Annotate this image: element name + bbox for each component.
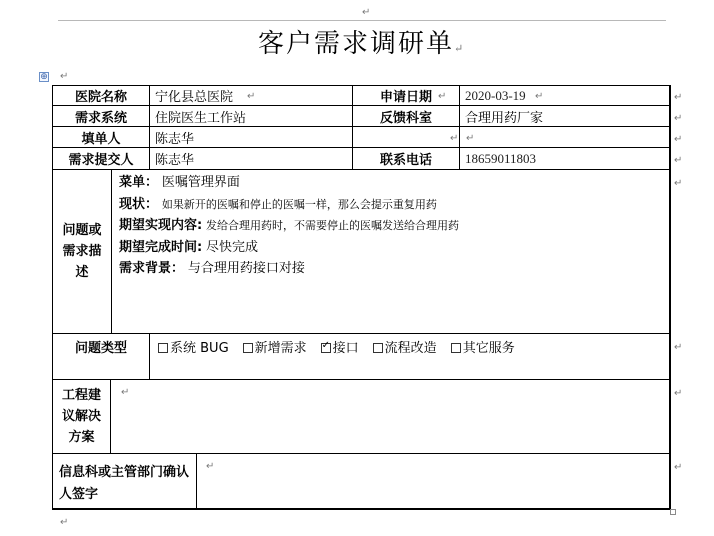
time-label: 期望完成时间:	[119, 239, 203, 255]
status-value: 如果新开的医嘱和停止的医嘱一样，那么会提示重复用药	[161, 197, 437, 211]
engineering-label: 工程建议解决方案	[61, 388, 101, 445]
table-resize-handle-icon[interactable]	[670, 509, 676, 515]
time-value: 尽快完成	[206, 239, 259, 255]
checkbox-icon[interactable]	[158, 343, 168, 353]
option-new-requirement[interactable]: 新增需求	[243, 337, 307, 356]
paragraph-mark: ↵	[60, 71, 69, 82]
option-process-change[interactable]: 流程改造	[373, 337, 437, 356]
hospital-value: 宁化县总医院	[155, 90, 234, 105]
submitter-label: 需求提交人	[68, 153, 134, 168]
cell-end-mark: ↵	[535, 91, 544, 102]
document-title	[258, 28, 465, 65]
option-other-service[interactable]: 其它服务	[451, 337, 515, 356]
menu-line	[119, 172, 459, 194]
hospital-label: 医院名称	[74, 90, 127, 105]
phone-value: 18659011803	[465, 150, 537, 166]
option-system-bug[interactable]: 系统 BUG	[158, 337, 229, 356]
time-line	[119, 237, 459, 259]
dept-label-cell	[352, 105, 460, 127]
empty-value-cell[interactable]	[459, 126, 670, 148]
option-interface[interactable]: ✓ 接口	[321, 337, 359, 356]
filler-label-cell	[52, 126, 150, 148]
page-header-rule	[58, 20, 666, 21]
cell-end-mark: ↵	[121, 387, 130, 398]
cell-end-mark: ↵	[450, 133, 459, 144]
checkbox-icon[interactable]	[373, 343, 383, 353]
phone-value-cell[interactable]	[459, 147, 670, 170]
paragraph-mark: ↵	[362, 7, 371, 18]
phone-label-cell	[352, 147, 460, 170]
status-label: 现状：	[119, 196, 159, 212]
background-line	[119, 258, 459, 280]
table-move-handle-icon[interactable]: ⊕	[40, 72, 48, 82]
row-end-mark: ↵	[674, 462, 683, 473]
system-value: 住院医生工作站	[155, 110, 247, 126]
cell-end-mark: ↵	[206, 461, 215, 472]
dept-value: 合理用药厂家	[465, 110, 544, 126]
apply-date-value: 2020-03-19	[465, 87, 526, 103]
system-label: 需求系统	[74, 110, 127, 126]
row-end-mark: ↵	[674, 388, 683, 399]
filler-label: 填单人	[81, 131, 121, 147]
expect-line	[119, 215, 459, 237]
cell-end-mark: ↵	[466, 133, 475, 144]
background-label: 需求背景：	[119, 261, 185, 276]
row-end-mark: ↵	[674, 155, 683, 166]
problem-label-cell	[52, 169, 112, 334]
problem-label: 问题或需求描述	[62, 223, 102, 280]
problem-type-label-cell	[52, 333, 150, 380]
submitter-value-cell[interactable]	[149, 147, 353, 170]
engineering-value-cell[interactable]	[110, 379, 670, 454]
menu-label: 菜单：	[119, 175, 159, 190]
dept-value-cell[interactable]	[459, 105, 670, 127]
checkbox-icon[interactable]	[243, 343, 253, 353]
submitter-label-cell	[52, 147, 150, 170]
phone-label: 联系电话	[379, 153, 432, 168]
engineering-label-cell	[52, 379, 111, 454]
empty-label-cell	[352, 126, 460, 148]
signoff-label: 信息科或主管部门确认人签字	[59, 465, 190, 502]
expect-value: 发给合理用药时，不需要停止的医嘱发送给合理用药	[206, 219, 460, 232]
filler-value: 陈志华	[155, 131, 195, 147]
document-title-text: 客户需求调研单	[258, 29, 455, 59]
row-end-mark: ↵	[674, 92, 683, 103]
dept-label: 反馈科室	[379, 110, 432, 126]
signoff-label-cell	[52, 453, 197, 509]
row-end-mark: ↵	[674, 342, 683, 353]
row-end-mark: ↵	[674, 178, 683, 189]
submitter-value: 陈志华	[155, 153, 195, 168]
checked-checkbox-icon[interactable]	[321, 343, 331, 353]
row-end-mark: ↵	[674, 113, 683, 124]
problem-type-options	[158, 337, 515, 356]
paragraph-mark: ↵	[60, 517, 69, 528]
background-value: 与合理用药接口对接	[187, 261, 305, 276]
cell-end-mark: ↵	[438, 91, 447, 102]
apply-date-label: 申请日期	[379, 90, 432, 105]
problem-description-lines	[119, 172, 459, 280]
menu-value: 医嘱管理界面	[161, 175, 240, 190]
system-value-cell[interactable]	[149, 105, 353, 127]
signoff-value-cell[interactable]	[196, 453, 670, 509]
system-label-cell	[52, 105, 150, 127]
paragraph-mark: ↵	[454, 42, 466, 55]
checkbox-icon[interactable]	[451, 343, 461, 353]
problem-type-label: 问题类型	[74, 341, 127, 356]
hospital-label-cell	[52, 85, 150, 106]
expect-label: 期望实现内容:	[119, 218, 203, 233]
status-line	[119, 194, 459, 216]
cell-end-mark: ↵	[247, 91, 256, 102]
apply-date-value-cell[interactable]	[459, 85, 670, 106]
filler-value-cell[interactable]	[149, 126, 353, 148]
row-end-mark: ↵	[674, 134, 683, 145]
